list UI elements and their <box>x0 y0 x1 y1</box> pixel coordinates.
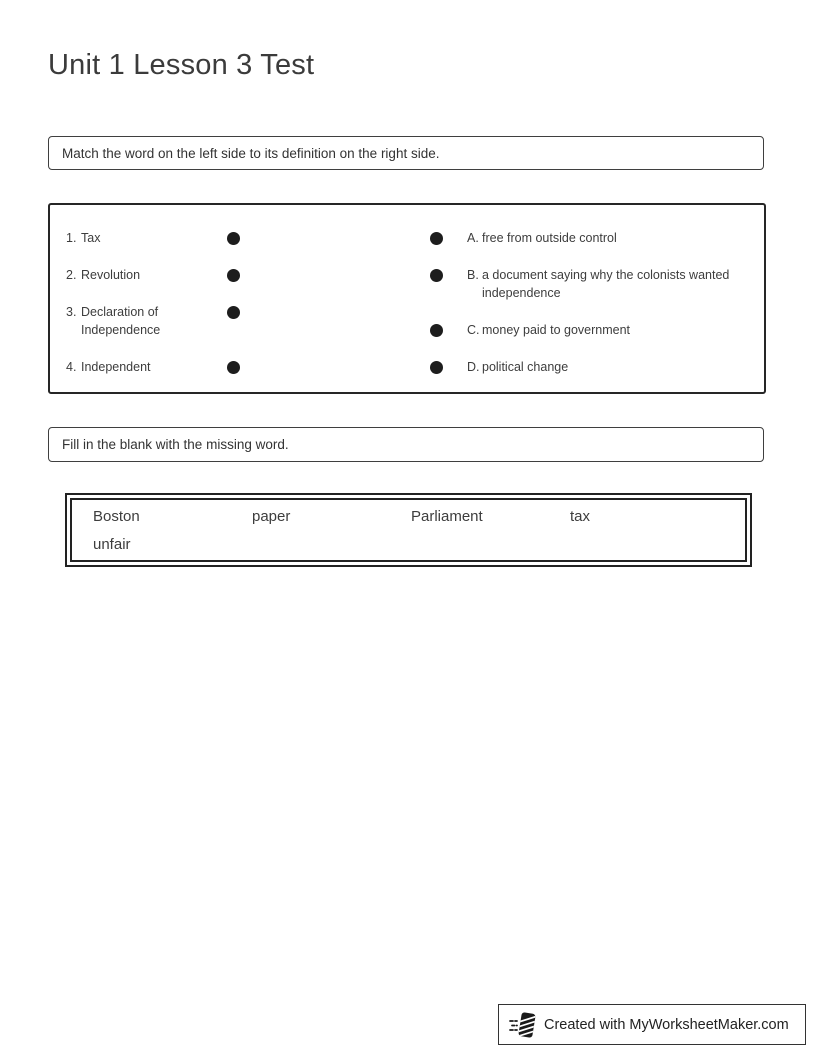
match-item-term: Independent <box>81 360 151 374</box>
match-item-number: 2. <box>66 268 77 282</box>
matching-left-item <box>66 229 240 247</box>
matching-left-item <box>66 358 240 376</box>
worksheetmaker-logo-icon <box>509 1010 537 1040</box>
match-item-definition: money paid to government <box>482 323 631 337</box>
match-connector-dot-right[interactable] <box>430 269 443 282</box>
credit-text: Created with MyWorksheetMaker.com <box>544 1016 789 1033</box>
match-connector-dot-left[interactable] <box>227 361 240 374</box>
match-item-number: 4. <box>66 360 77 374</box>
match-item-number: 1. <box>66 231 77 245</box>
worksheet-title: Unit 1 Lesson 3 Test <box>48 49 315 81</box>
matching-right-item <box>430 358 740 376</box>
match-item-number: 3. <box>66 305 77 319</box>
match-connector-dot-left[interactable] <box>227 232 240 245</box>
match-item-definition: a document saying why the colonists wanted independence <box>482 268 730 300</box>
matching-right-item <box>430 266 740 302</box>
matching-left-column <box>66 229 240 376</box>
matching-right-item <box>430 229 740 247</box>
matching-instruction-text: Match the word on the left side to its definition on the right side. <box>62 145 440 161</box>
word-bank-word: paper <box>252 508 291 525</box>
match-connector-dot-left[interactable] <box>227 269 240 282</box>
match-item-definition: free from outside control <box>482 231 617 245</box>
match-item-letter: B. <box>467 268 479 282</box>
match-connector-dot-left[interactable] <box>227 306 240 319</box>
matching-instruction-box <box>48 136 764 170</box>
match-connector-dot-right[interactable] <box>430 232 443 245</box>
match-connector-dot-right[interactable] <box>430 361 443 374</box>
word-bank-word: Boston <box>93 508 140 525</box>
fill-blank-instruction-text: Fill in the blank with the missing word. <box>62 437 289 452</box>
match-item-term: Declaration of Independence <box>81 305 161 337</box>
match-connector-dot-right[interactable] <box>430 324 443 337</box>
matching-right-column <box>430 229 740 376</box>
matching-left-item <box>66 266 240 284</box>
match-item-term: Revolution <box>81 268 141 282</box>
word-bank-word: Parliament <box>411 508 483 525</box>
credit-badge[interactable] <box>498 1004 806 1045</box>
fill-blank-instruction-box <box>48 427 764 462</box>
word-bank-word: unfair <box>93 536 131 553</box>
word-bank <box>65 493 752 567</box>
match-item-letter: C. <box>467 323 480 337</box>
match-item-term: Tax <box>81 231 101 245</box>
word-bank-grid <box>70 498 747 562</box>
word-bank-word: tax <box>570 508 591 525</box>
matching-left-item <box>66 303 240 339</box>
matching-right-item <box>430 321 740 339</box>
match-item-definition: political change <box>482 360 569 374</box>
match-item-letter: D. <box>467 360 480 374</box>
matching-area <box>48 203 766 394</box>
match-item-letter: A. <box>467 231 479 245</box>
